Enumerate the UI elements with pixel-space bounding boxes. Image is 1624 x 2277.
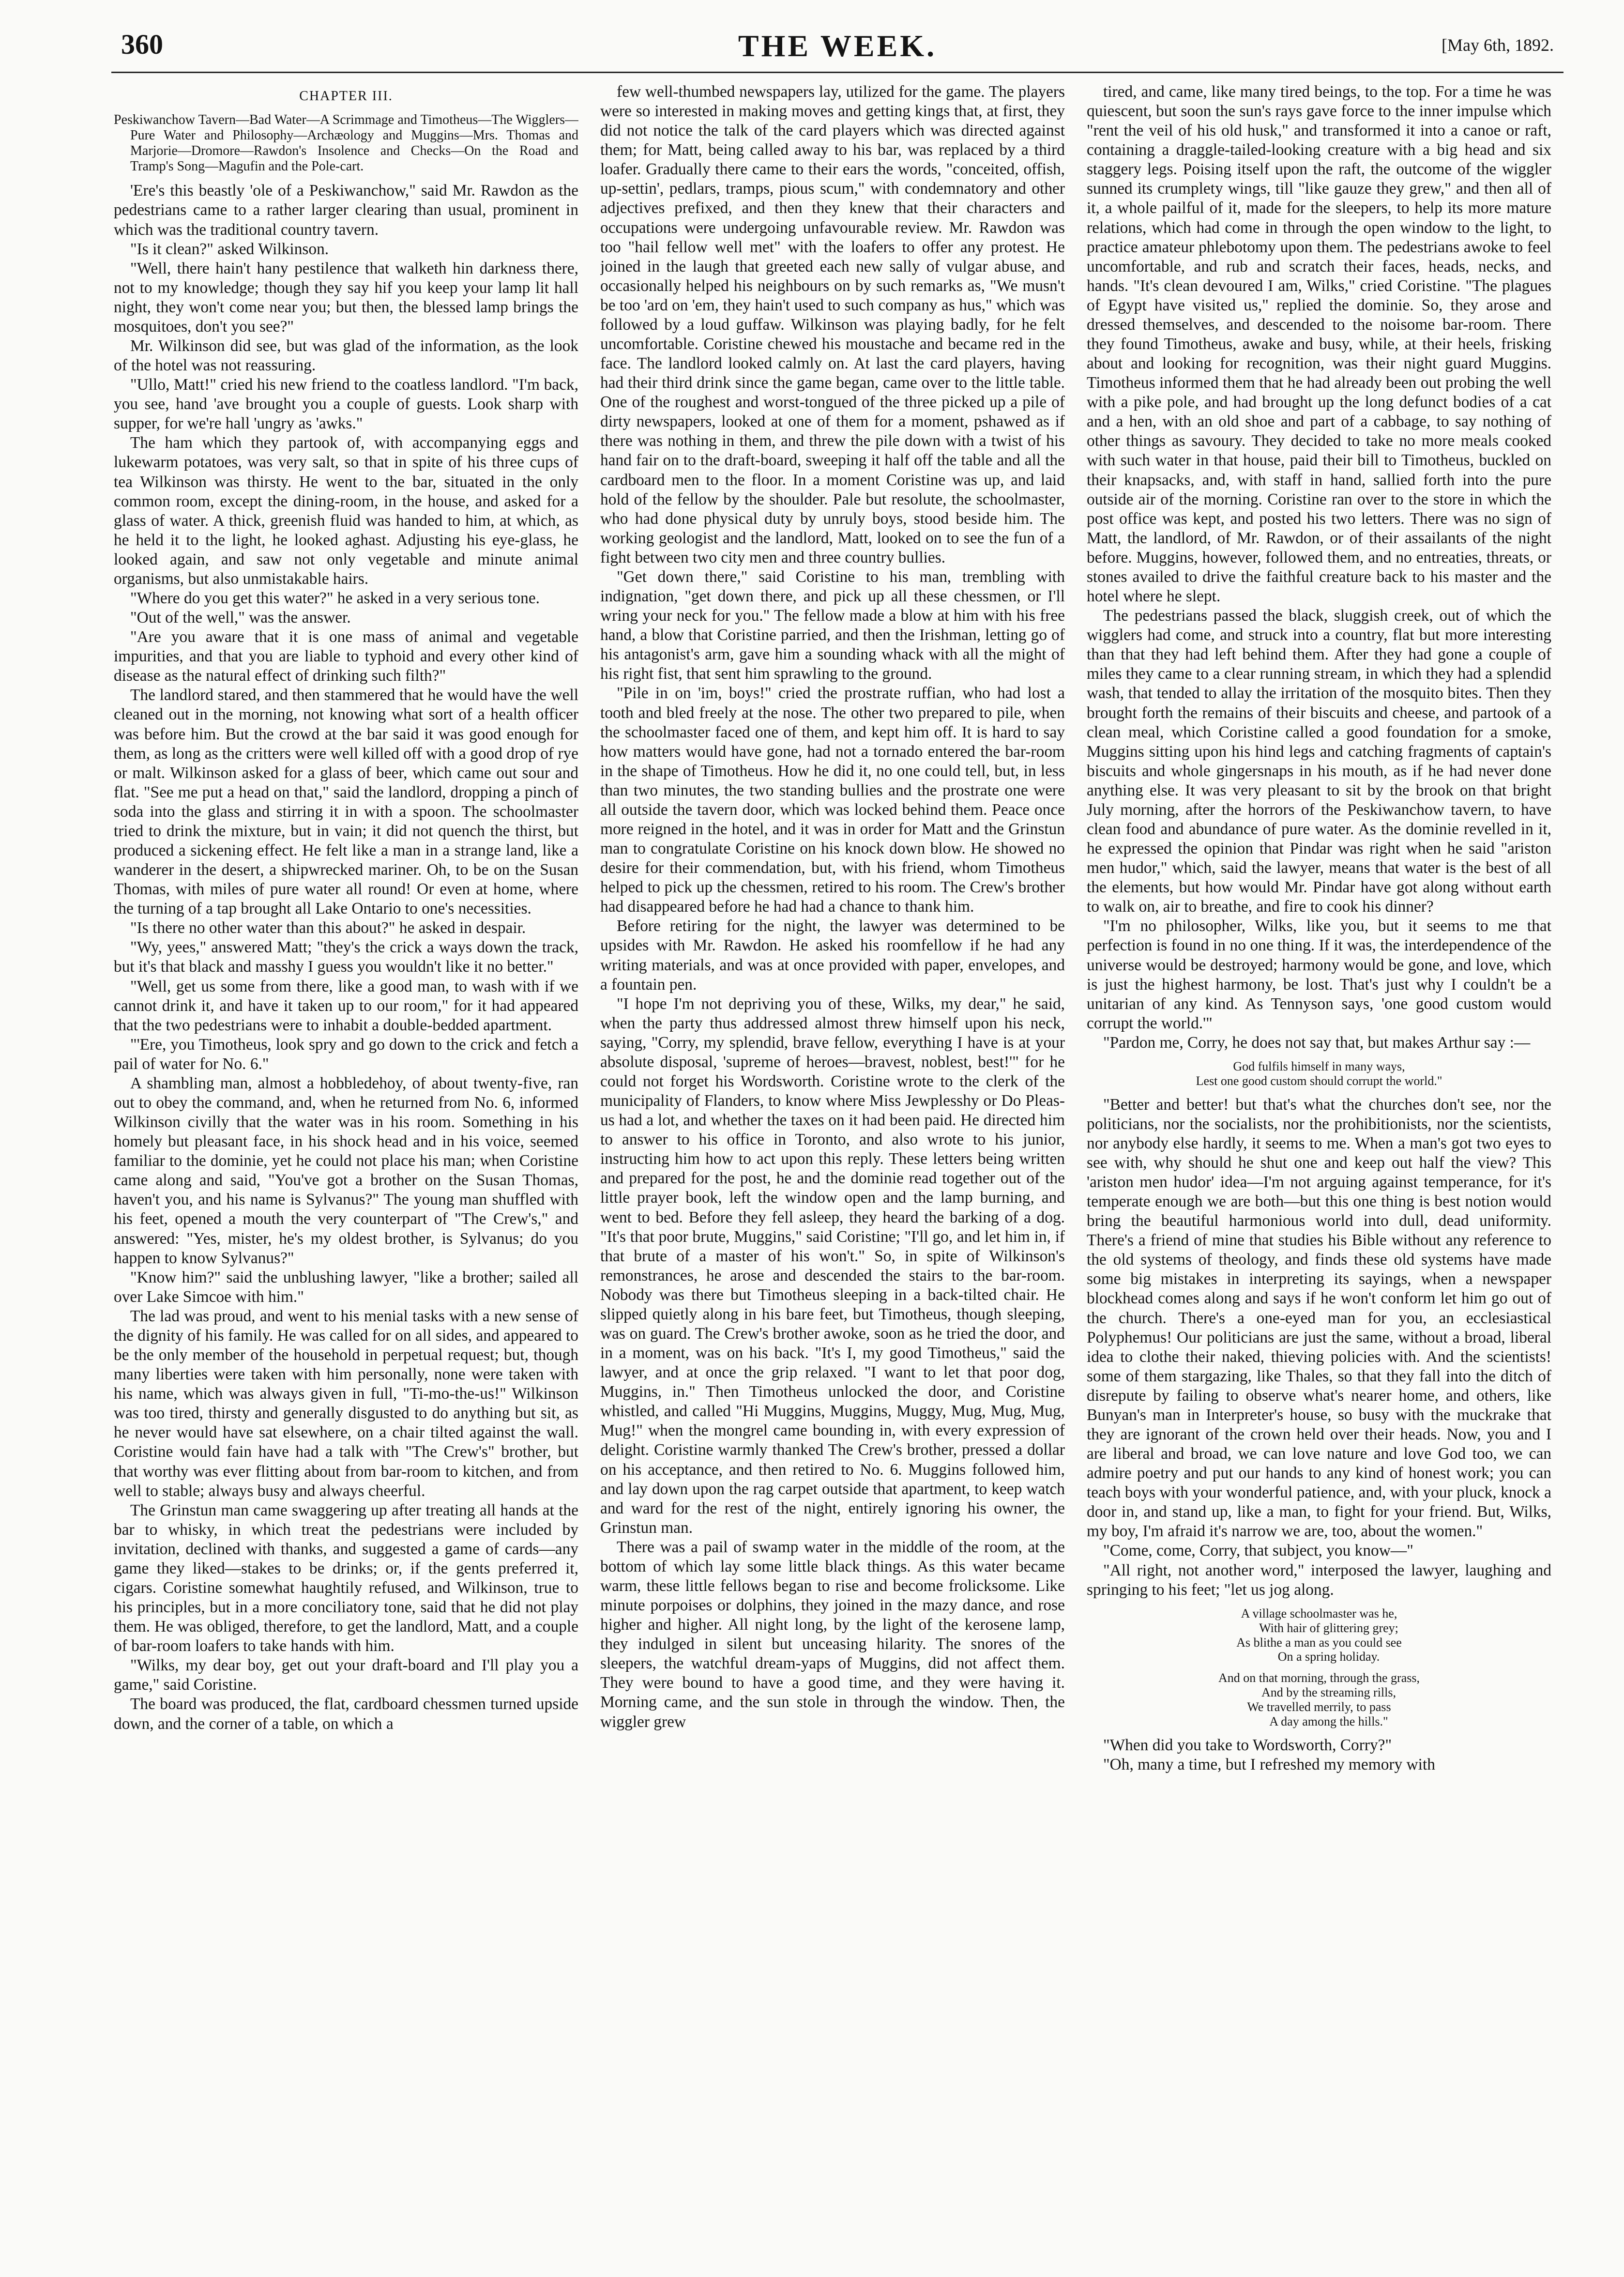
paragraph: "I hope I'm not depriving you of these, Wilks, my dear," he said, when the party thus addressed almost threw himself upon his neck, saying, "Corry, my splendid, brave fellow, everything I have is at your absolute disposal, 'supreme of heroes—bravest, noblest, best!'" for he could not forget his Wordsworth. Coristine wrote to the clerk of the municipality of Flanders, to know where Miss Jewplesshy or Do Pleas-us had a lot, and whether the taxes on it had been paid. He directed him to answer to his office in Toronto, and also wrote to his junior, instructing him how to act upon this reply. These letters being written and prepared for the post, he and the dominie read together out of the little prayer book, left the window open and the lamp burning, and went to bed. Before they fell asleep, they heard the barking of a dog. "It's that poor brute, Muggins," said Coristine; "I'll go, and let him in, if that brute of a master of his won't." So, in spite of Wilkinson's remonstrances, he arose and descended the stairs to the bar-room. Nobody was there but Timotheus sleeping in a back-tilted chair. He slipped quietly along in his bare feet, but Timotheus, though sleeping, was on guard. The Crew's brother awoke, soon as he tried the door, and in a moment, was on his back. "It's I, my good Timotheus," said the lawyer, and at once the grip relaxed. "I want to let that poor dog, Muggins, in." Then Timotheus unlocked the door, and Coristine whistled, and called "Hi Muggins, Muggins, Muggy, Mug, Mug, Mug, Mug!" when the mongrel came bounding in, with every expression of delight. Coristine warmly thanked The Crew's brother, pressed a dollar on his acceptance, and then retired to No. 6. Muggins followed him, and lay down upon the rag carpet outside that apartment, to keep watch and ward for the rest of the night, entirely ignoring his owner, the Grinstun man. [600, 994, 1065, 1537]
verse-line: On a spring holiday. [1277, 1650, 1380, 1664]
verse-line: We travelled merrily, to pass [1247, 1700, 1391, 1714]
verse-line: And on that morning, through the grass, [1218, 1671, 1420, 1685]
paragraph: There was a pail of swamp water in the middle of the room, at the bottom of which lay some little black things. As this water became warm, these little fellows began to rise and become frolicksome. Like minute porpoises or dolphins, they joined in the mazy dance, and rose higher and higher. All night long, by the light of the kerosene lamp, they indulged in silent but unceasing hilarity. The snores of the sleepers, the watchful dream-yaps of Muggins, did not affect them. They were bound to have a good time, and they were having it. Morning came, and the sun stole in through the window. Then, the wiggler grew [600, 1538, 1065, 1731]
chapter-title: CHAPTER III. [299, 89, 393, 104]
verse-line: God fulfils himself in many ways, [1233, 1059, 1405, 1073]
paragraph: "Know him?" said the unblushing lawyer, "like a brother; sailed all over Lake Simcoe with him." [114, 1268, 578, 1306]
paragraph: "Wy, yees," answered Matt; "they's the crick a ways down the track, but it's that black and masshy I guess you wouldn't like it no better." [114, 938, 578, 976]
verse-line: As blithe a man as you could see [1236, 1635, 1402, 1650]
paragraph: "Pardon me, Corry, he does not say that, but makes Arthur say :— [1103, 1033, 1531, 1052]
paragraph: "'Ere, you Timotheus, look spry and go down to the crick and fetch a pail of water for No. 6." [114, 1035, 578, 1073]
paragraph: The lad was proud, and went to his menial tasks with a new sense of the dignity of his family. He was called for on all sides, and appeared to be the only member of the household in perpetual request; but, though many liberties were taken with him personally, none were taken with his name, which was always given in full, "Ti-mo-the-us!" Wilkinson was too tired, thirsty and generally disgusted to do anything but sit, as he never would have sat elsewhere, on a chair tilted against the wall. Coristine would fain have had a talk with "The Crew's" brother, but that worthy was ever flitting about from bar-room to kitchen, and from well to stable; always busy and always cheerful. [114, 1307, 578, 1500]
verse-line: A day among the hills." [1269, 1714, 1388, 1728]
paragraph: The pedestrians passed the black, sluggish creek, out of which the wigglers had come, and struck into a country, flat but more interesting than that they had left behind them. After they had gone a couple of miles they came to a clear running stream, in which they had a splendid wash, that tended to allay the irritation of the mosquito bites. Then they brought forth the remains of their biscuits and cheese, and partook of a clean meal, which Coristine called a good foundation for a smoke, Muggins sitting upon his hind legs and catching fragments of captain's biscuits and whole gingersnaps in his mouth, as if he had never done anything else. It was very pleasant to sit by the brook on that bright July morning, after the horrors of the Peskiwanchow tavern, to have clean food and abundance of pure water. As the dominie revelled in it, he expressed the opinion that Pindar was right when he said "ariston men hudor," which, said the lawyer, means that water is the best of all the elements, but how would Mr. Pindar have got along without earth to walk on, air to breathe, and fire to cook his dinner? [1087, 607, 1551, 916]
column-3-text-c [1087, 1736, 1551, 1774]
paragraph: The Grinstun man came swaggering up after treating all hands at the bar to whisky, in which treat the pedestrians were included by invitation, declined with thanks, and suggested a game of cards—any game they liked—stakes to be drinks; or, if the gents preferred it, cigars. Coristine somewhat haughtily refused, and Wilkinson, true to his principles, but in a more conciliatory tone, said that he did not play them. He was obliged, therefore, to get the landlord, Matt, and a couple of bar-room loafers to take hands with him. [114, 1501, 578, 1655]
paragraph: "Ullo, Matt!" cried his new friend to the coatless landlord. "I'm back, you see, hand 'ave brought you a couple of guests. Look sharp with supper, for we're hall 'ungry as 'awks." [114, 376, 578, 433]
header-rule [111, 72, 1563, 73]
verse-quotation-1 [1087, 1059, 1551, 1088]
paragraph: "Pile in on 'im, boys!" cried the prostrate ruffian, who had lost a tooth and bled freely at the nose. The other two prepared to pile, when the schoolmaster faced one of them, and kept him off. It is hard to say how matters would have gone, had not a tornado entered the bar-room in the shape of Timotheus. How he did it, no one could tell, but, in less than two minutes, the two standing bullies and the prostrate one were all outside the tavern door, which was locked behind them. Peace once more reigned in the hotel, and it was in order for Matt and the Grinstun man to congratulate Coristine on his knock down blow. He showed no desire for their commendation, but, with his friend, whom Timotheus helped to pick up the chessmen, retired to his room. The Crew's brother had disappeared before he had had a chance to thank him. [600, 684, 1065, 916]
masthead: THE WEEK. [738, 29, 937, 63]
column-1 [114, 82, 578, 2266]
column-3 [1087, 82, 1551, 2266]
paragraph: "Well, get us some from there, like a good man, to wash with if we cannot drink it, and have it taken up to our room," for it had appeared that the two pedestrians were to inhabit a double-bedded apartment. [114, 977, 578, 1034]
verse-quotation-2 [1087, 1606, 1551, 1729]
verse-line: Lest one good custom should corrupt the world." [1196, 1073, 1442, 1088]
paragraph: "All right, not another word," interposed the lawyer, laughing and springing to his feet; "let us jog along. [1087, 1561, 1551, 1599]
paragraph: A shambling man, almost a hobbledehoy, of about twenty-five, ran out to obey the command, and, when he returned from No. 6, informed Wilkinson civilly that the water was in his room. Something in his homely but pleasant face, in his shock head and in his voice, seemed familiar to the dominie, yet he could not place his man; when Coristine came along and said, "You've got a brother on the Susan Thomas, haven't you, and his name is Sylvanus?" The young man shuffled with his feet, opened a mouth the very counterpart of "The Crew's," and answered: "Yes, mister, he's my oldest brother, is Sylvanus; do you happen to know Sylvanus?" [114, 1074, 578, 1267]
verse-line: With hair of glittering grey; [1259, 1620, 1398, 1635]
column-3-text-b [1087, 1095, 1551, 1600]
column-3-text-a [1087, 82, 1551, 1053]
column-2 [600, 82, 1065, 2266]
issue-date: [May 6th, 1892. [1442, 35, 1554, 55]
paragraph: Before retiring for the night, the lawyer was determined to be upsides with Mr. Rawdon. He asked his roomfellow if he had any writing materials, and was at once provided with paper, envelopes, and a fountain pen. [600, 917, 1065, 993]
paragraph: The board was produced, the flat, cardboard chessmen turned upside down, and the corner of a table, on which a [114, 1695, 578, 1733]
paragraph: "Oh, many a time, but I refreshed my memory with [1103, 1755, 1435, 1773]
page-number: 360 [121, 29, 163, 60]
chapter-synopsis: Peskiwanchow Tavern—Bad Water—A Scrimmage and Timotheus—The Wigglers—Pure Water and Philosophy—Archæology and Muggins—Mrs. Thomas and Marjorie—Dromore—Rawdon's Insolence and Checks—On the Road and Tramp's Song—Magufin and the Pole-cart. [114, 112, 578, 174]
paragraph: The landlord stared, and then stammered that he would have the well cleaned out in the morning, not knowing what sort of a health officer was before him. But the crowd at the bar said it was good enough for them, as long as the critters were well killed off with a good drop of rye or malt. Wilkinson asked for a glass of beer, which came out sour and flat. "See me put a head on that," said the landlord, dropping a pinch of soda into the glass and stirring it in with a spoon. The schoolmaster tried to drink the mixture, but in vain; it did not quench the thirst, but produced a sickening effect. He felt like a man in a strange land, like a wanderer in the desert, a shipwrecked mariner. Oh, to be on the Susan Thomas, with miles of pure water all round! Or even at home, where the turning of a tap brought all Lake Ontario to one's necessities. [114, 686, 578, 918]
stanza-gap [1087, 1664, 1551, 1671]
paragraph: tired, and came, like many tired beings, to the top. For a time he was quiescent, but soon the sun's rays gave force to the inner impulse which "rent the veil of his old husk," and transformed it into a canoe or raft, containing a draggle-tailed-looking creature with a big head and six staggery legs. Poising itself upon the raft, the outcome of the wiggler sunned its crumplety wings, till "like gauze they grew," and then all of it, a whole pailful of it, made for the sleepers, to help its more mature relations, which had come in through the open window to the light, to practice amateur phlebotomy upon them. The pedestrians awoke to feel uncomfortable, and rub and scratch their faces, heads, necks, and hands. "It's clean devoured I am, Wilks," cried Coristine. "The plagues of Egypt have visited us," replied the dominie. So, they arose and dressed themselves, and descended to the noisome bar-room. There they found Timotheus, awake and busy, while, at their heels, frisking about and looking for recognition, was their night guard Muggins. Timotheus informed them that he had already been out probing the well with a pike pole, and had brought up the long defunct bodies of a cat and a hen, with an old shoe and part of a cabbage, to say nothing of other things as savoury. They decided to take no more meals cooked with such water in that house, paid their bill to Timotheus, buckled on their knapsacks, and, with staff in hand, sallied forth into the pure outside air of the morning. Coristine ran over to the store in which the post office was kept, and posted his two letters. There was no sign of Matt, the landlord, of Mr. Rawdon, or of their assailants of the night before. Muggins, however, followed them, and no entreaties, threats, or stones availed to drive the faithful creature back to his master and the hotel where he slept. [1087, 83, 1551, 606]
verse-line: And by the streaming rills, [1261, 1685, 1396, 1700]
paragraph: "Better and better! but that's what the churches don't see, nor the politicians, nor the socialists, nor the prohibitionists, nor the scientists, nor anybody else hardly, it seems to me. When a man's got two eyes to see with, why should he shut one and keep out half the view? This 'ariston men hudor' idea—I'm not arguing against temperance, for it's temperate enough we are both—but this one thing is best notion would bring the beautiful harmonious world into dull, dead uniformity. There's a friend of mine that studies his Bible without any reference to the old systems of theology, and finds these old systems have made some big mistakes in interpreting its sayings, when a newspaper blockhead comes along and says if he won't conform let him go out of the church. There's a one-eyed man for you, an ecclesiastical Polyphemus! Our politicians are just the same, without a broad, liberal idea to clothe their naked, thieving policies with. And the scientists! some of them stargazing, like Thales, so that they fall into the ditch of disrepute by failing to observe what's nearer home, and others, like Bunyan's man in Interpreter's house, so busy with the muckrake that they are ignorant of the crown held over their heads. Now, you and I are liberal and broad, we can love nature and love God too, we can admire poetry and put our hands to any kind of honest work; you can teach boys with your wonderful patience, and, with your pluck, knock a door in, and stand up, like a man, to fight for your friend. But, Wilks, my boy, I'm afraid it's narrow we are, too, about the women." [1087, 1095, 1551, 1541]
paragraph: "Are you aware that it is one mass of animal and vegetable impurities, and that you are liable to typhoid and every other kind of disease as the natural effect of drinking such filth?" [114, 628, 578, 685]
page-header [111, 28, 1563, 67]
paragraph: "Is there no other water than this about?" he asked in despair. [130, 919, 526, 937]
column-1-text [114, 181, 578, 1733]
paragraph: Mr. Wilkinson did see, but was glad of the information, as the look of the hotel was not reassuring. [114, 336, 578, 375]
paragraph: "Come, come, Corry, that subject, you know—" [1103, 1542, 1413, 1560]
paragraph: few well-thumbed newspapers lay, utilized for the game. The players were so interested in making moves and getting kings that, at first, they did not notice the talk of the card players which was directed against them; for Matt, being called away to his bar, was replaced by a third loafer. Gradually there came to their ears the words, "conceited, offish, up-settin', pedlars, tramps, pious scum," with condemnatory and other adjectives prefixed, and then they knew that their characters and occupations were undergoing unfavourable review. Mr. Rawdon was too "hail fellow well met" with the loafers to offer any protest. He joined in the laugh that greeted each new sally of vulgar abuse, and occasionally helped his neighbours on by such remarks as, "We musn't be too 'ard on 'em, they hain't used to such company as hus," which was followed by a loud guffaw. Wilkinson was playing badly, for he felt uncomfortable. Coristine chewed his moustache and became red in the face. The landlord looked calmly on. At last the card players, having had their third drink since the game began, came over to the little table. One of the roughest and worst-tongued of the three picked up a pile of dirty newspapers, looked at one of them for a moment, pshawed as if there was nothing in them, and threw the pile down with a twist of his hand fair on to the draft-board, sweeping it half off the table and all the cardboard men to the floor. In a moment Coristine was up, and laid hold of the fellow by the shoulder. Pale but resolute, the schoolmaster, who had done physical duty by unruly boys, stood beside him. The working geologist and the landlord, Matt, looked on to see the fun of a fight between two city men and three country bullies. [600, 83, 1065, 566]
paragraph: "Out of the well," was the answer. [130, 609, 351, 627]
paragraph: "Where do you get this water?" he asked in a very serious tone. [130, 589, 540, 607]
paragraph: The ham which they partook of, with accompanying eggs and lukewarm potatoes, was very salt, so that in spite of his three cups of tea Wilkinson was thirsty. He went to the bar, situated in the only common room, except the dining-room, in the house, and asked for a glass of water. A thick, greenish fluid was handed to him, at which, as he held it to the light, he looked aghast. Adjusting his eye-glass, he looked again, and saw not only vegetable and minute animal organisms, but also unmistakable hairs. [114, 434, 578, 588]
paragraph: "I'm no philosopher, Wilks, like you, but it seems to me that perfection is found in no one thing. If it was, the interdependence of the universe would be destroyed; harmony would be gone, and love, which is just the highest harmony, be lost. That's just why I couldn't be a unitarian of any kind. As Tennyson says, 'one good custom would corrupt the world.'" [1087, 917, 1551, 1032]
column-2-text [600, 82, 1065, 1732]
paragraph: "When did you take to Wordsworth, Corry?" [1103, 1736, 1392, 1754]
paragraph: "Is it clean?" asked Wilkinson. [130, 240, 329, 258]
verse-line: A village schoolmaster was he, [1241, 1606, 1397, 1620]
paragraph: "Well, there hain't hany pestilence that walketh hin darkness there, not to my knowledge; though they say hif you keep your lamp lit hall night, they won't come near you; but then, the blessed lamp brings the mosquitoes, don't you see?" [114, 259, 578, 336]
paragraph: 'Ere's this beastly 'ole of a Peskiwanchow," said Mr. Rawdon as the pedestrians came to a rather larger clearing than usual, prominent in which was the traditional country tavern. [114, 182, 578, 239]
paragraph: "Wilks, my dear boy, get out your draft-board and I'll play you a game," said Coristine. [114, 1656, 578, 1694]
paragraph: "Get down there," said Coristine to his man, trembling with indignation, "get down there, and pick up all these chessmen, or I'll wring your neck for you." The fellow made a blow at him with his free hand, a blow that Coristine parried, and then the Irishman, letting go of his antagonist's arm, gave him a sounding whack with all the might of his right fist, that sent him sprawling to the ground. [600, 567, 1065, 683]
